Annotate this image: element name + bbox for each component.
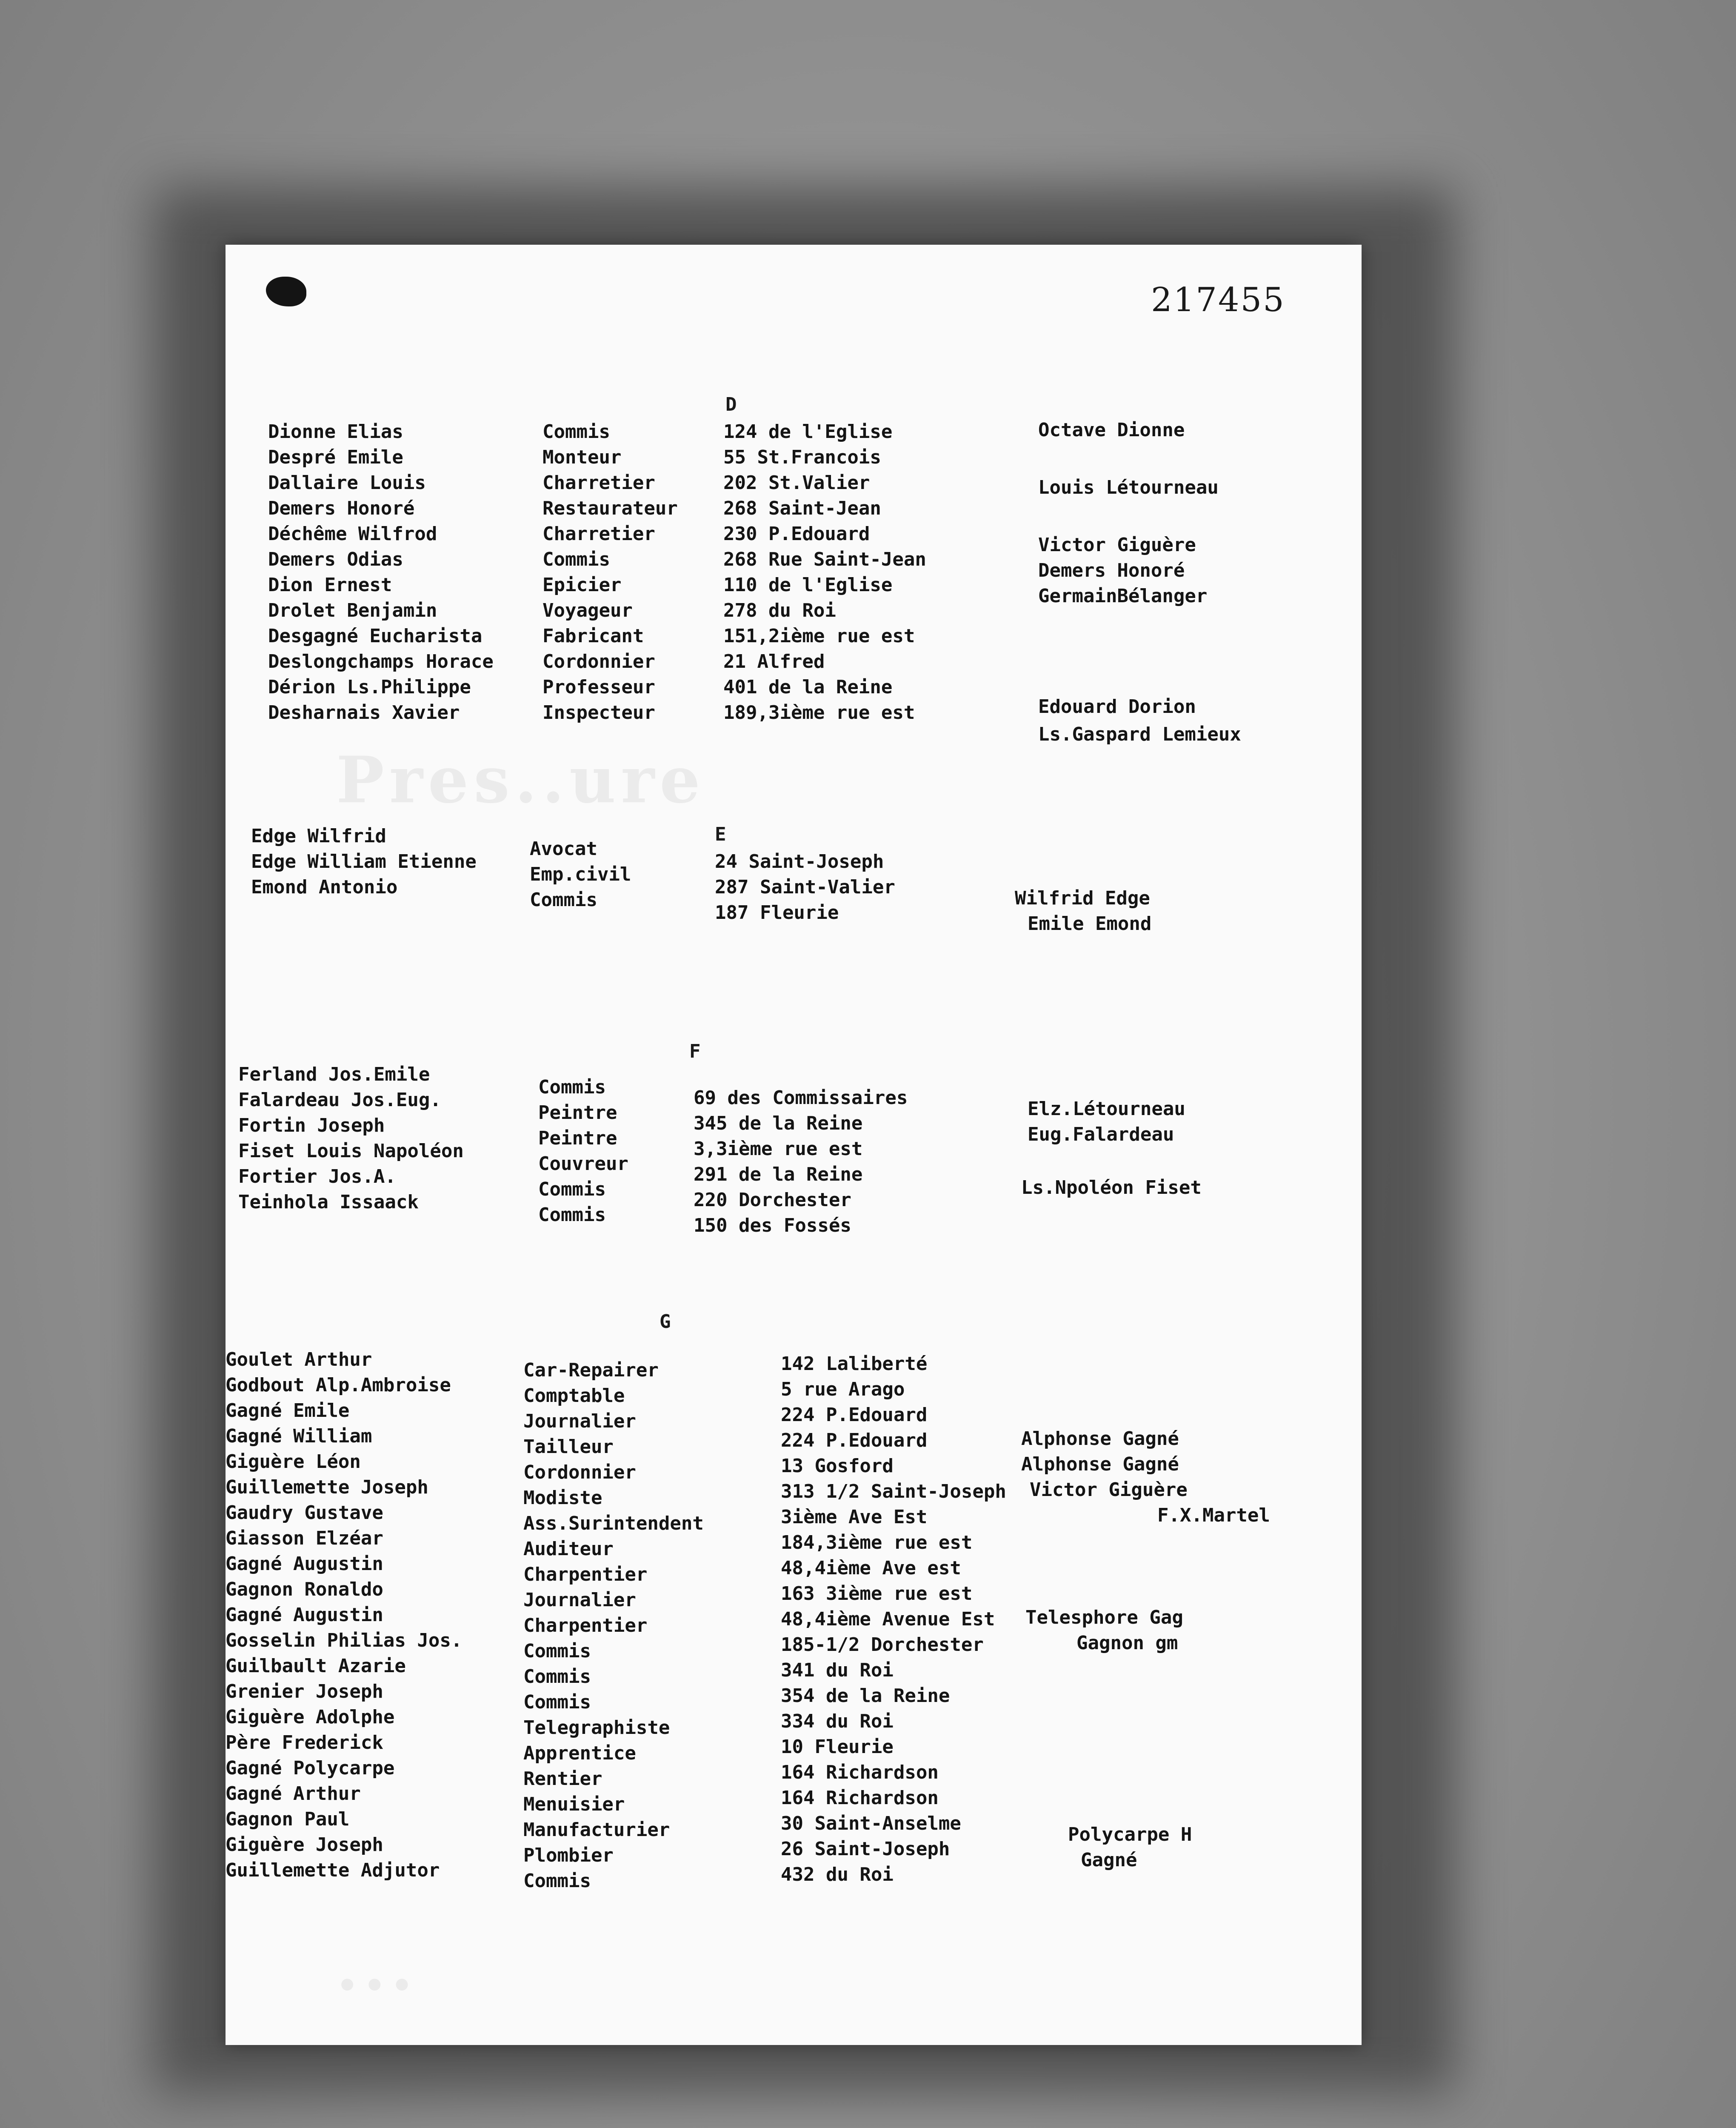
entry-address: 164 Richardson [781,1762,939,1783]
entry-occupation: Emp.civil [530,864,631,885]
entry-address: 142 Laliberté [781,1353,928,1375]
entry-occupation: Commis [523,1666,591,1688]
entry-occupation: Monteur [542,446,622,468]
entry-name: Goulet Arthur [226,1349,372,1370]
entry-address: 345 de la Reine [694,1113,863,1134]
entry-address: 163 3ième rue est [781,1583,973,1605]
entry-name: Fiset Louis Napoléon [238,1140,464,1162]
entry-reference: Edouard Dorion [1038,696,1196,718]
entry-reference: Alphonse Gagné [1021,1453,1179,1475]
entry-occupation: Menuisier [523,1793,625,1815]
entry-name: Falardeau Jos.Eug. [238,1089,441,1111]
section-f-occupations [538,1075,628,1228]
entry-occupation: Car-Repairer [523,1359,659,1381]
entry-reference: Alphonse Gagné [1021,1428,1179,1450]
entry-address: 268 Rue Saint-Jean [723,549,926,570]
entry-address: 291 de la Reine [694,1164,863,1185]
entry-address: 287 Saint-Valier [715,876,895,898]
entry-occupation: Professeur [542,676,655,698]
entry-occupation: Journalier [523,1589,636,1611]
entry-reference: Octave Dionne [1038,419,1185,441]
entry-name: Déchême Wilfrod [268,523,437,545]
punch-hole [266,277,306,306]
entry-address: 10 Fleurie [781,1736,894,1758]
entry-occupation: Couvreur [538,1153,628,1175]
entry-name: Grenier Joseph [226,1681,383,1702]
entry-occupation: Avocat [530,838,597,860]
entry-occupation: Charretier [542,523,655,545]
entry-address: 341 du Roi [781,1659,894,1681]
bleed-through-mark: Pres..ure [336,743,705,818]
entry-name: Teinhola Issaack [238,1191,419,1213]
entry-name: Edge Wilfrid [251,825,386,847]
entry-address: 55 St.Francois [723,446,881,468]
entry-address: 401 de la Reine [723,676,893,698]
section-g-addresses [781,1351,1006,1888]
entry-name: Giasson Elzéar [226,1527,383,1549]
entry-name: Ferland Jos.Emile [238,1064,430,1085]
entry-name: Gagnon Ronaldo [226,1579,383,1600]
entry-address: 184,3ième rue est [781,1532,973,1553]
entry-name: Edge William Etienne [251,851,477,872]
entry-reference: Gagné [1081,1849,1137,1871]
entry-reference: Victor Giguère [1030,1479,1188,1501]
entry-address: 48,4ième Ave est [781,1557,961,1579]
document-sheet [226,245,1362,2045]
entry-occupation: Commis [538,1178,606,1200]
entry-address: 202 St.Valier [723,472,870,494]
section-f-addresses [694,1085,908,1238]
section-e-names [251,824,477,900]
entry-address: 124 de l'Eglise [723,421,893,443]
entry-reference: Victor Giguère [1038,534,1196,556]
entry-address: 164 Richardson [781,1787,939,1809]
entry-name: Gagné Augustin [226,1553,383,1575]
entry-occupation: Charretier [542,472,655,494]
entry-name: Emond Antonio [251,876,398,898]
section-letter-d: D [725,394,737,415]
entry-reference: Ls.Npoléon Fiset [1021,1177,1202,1198]
entry-name: Gosselin Philias Jos. [226,1630,463,1651]
entry-name: Père Frederick [226,1732,383,1753]
entry-address: 5 rue Arago [781,1379,905,1400]
entry-occupation: Apprentice [523,1742,636,1764]
entry-address: 230 P.Edouard [723,523,870,545]
entry-address: 3,3ième rue est [694,1138,863,1160]
entry-occupation: Voyageur [542,600,633,621]
entry-name: Gagné Emile [226,1400,350,1422]
entry-occupation: Commis [530,889,597,911]
entry-name: Guilbault Azarie [226,1655,406,1677]
entry-name: Gagné William [226,1425,372,1447]
section-f-names [238,1062,464,1215]
entry-occupation: Commis [542,421,610,443]
section-g-names [226,1347,462,1883]
entry-address: 150 des Fossés [694,1215,851,1236]
entry-address: 432 du Roi [781,1864,894,1885]
bleed-through-mark: ... [336,1930,418,2005]
entry-name: Gagné Augustin [226,1604,383,1626]
entry-address: 313 1/2 Saint-Joseph [781,1481,1006,1502]
entry-address: 224 P.Edouard [781,1404,928,1426]
entry-occupation: Inspecteur [542,702,655,724]
entry-occupation: Telegraphiste [523,1717,670,1739]
entry-name: Dérion Ls.Philippe [268,676,471,698]
entry-occupation: Commis [538,1204,606,1226]
entry-address: 151,2ième rue est [723,625,915,647]
entry-name: Giguère Joseph [226,1834,383,1856]
section-e-occupations [530,836,631,913]
entry-occupation: Ass.Surintendent [523,1513,704,1534]
entry-address: 334 du Roi [781,1710,894,1732]
entry-name: Godbout Alp.Ambroise [226,1374,451,1396]
section-d-occupations [542,419,678,726]
entry-address: 224 P.Edouard [781,1430,928,1451]
entry-name: Demers Honoré [268,498,415,519]
section-e-addresses [715,849,895,926]
entry-reference: GermainBélanger [1038,585,1208,607]
entry-name: Desharnais Xavier [268,702,460,724]
entry-occupation: Commis [523,1691,591,1713]
entry-name: Dionne Elias [268,421,403,443]
entry-reference: Emile Emond [1028,913,1152,935]
entry-occupation: Cordonnier [542,651,655,672]
entry-address: 220 Dorchester [694,1189,851,1211]
entry-name: Deslongchamps Horace [268,651,494,672]
entry-name: Desgagné Eucharista [268,625,483,647]
entry-occupation: Plombier [523,1845,614,1866]
entry-name: Guillemette Adjutor [226,1859,440,1881]
entry-occupation: Epicier [542,574,622,596]
entry-address: 189,3ième rue est [723,702,915,724]
entry-occupation: Commis [523,1870,591,1892]
entry-reference: Ls.Gaspard Lemieux [1038,724,1241,745]
entry-occupation: Journalier [523,1410,636,1432]
entry-name: Guillemette Joseph [226,1476,428,1498]
entry-occupation: Auditeur [523,1538,614,1560]
entry-reference: Wilfrid Edge [1015,887,1150,909]
entry-name: Gagnon Paul [226,1808,350,1830]
entry-reference: Telesphore Gag [1025,1607,1183,1628]
section-d-addresses [723,419,926,726]
entry-name: Fortier Jos.A. [238,1166,396,1187]
section-d-names [268,419,494,726]
entry-name: Gagné Arthur [226,1783,361,1805]
entry-occupation: Comptable [523,1385,625,1407]
entry-name: Giguère Léon [226,1451,361,1473]
entry-occupation: Restaurateur [542,498,678,519]
entry-address: 48,4ième Avenue Est [781,1608,995,1630]
entry-reference: Elz.Létourneau [1028,1098,1185,1120]
entry-address: 110 de l'Eglise [723,574,893,596]
entry-address: 21 Alfred [723,651,825,672]
entry-name: Dion Ernest [268,574,392,596]
entry-reference: Eug.Falardeau [1028,1124,1174,1145]
entry-reference: Gagnon gm [1076,1632,1178,1654]
section-g-occupations [523,1358,704,1894]
entry-occupation: Modiste [523,1487,602,1509]
entry-name: Drolet Benjamin [268,600,437,621]
section-letter-f: F [689,1041,701,1062]
entry-address: 187 Fleurie [715,902,839,924]
entry-occupation: Peintre [538,1127,617,1149]
entry-reference: F.X.Martel [1157,1504,1270,1526]
entry-occupation: Commis [542,549,610,570]
entry-occupation: Commis [523,1640,591,1662]
entry-name: Demers Odias [268,549,403,570]
entry-occupation: Charpentier [523,1564,648,1585]
entry-address: 278 du Roi [723,600,836,621]
entry-address: 30 Saint-Anselme [781,1813,961,1834]
entry-occupation: Manufacturier [523,1819,670,1841]
entry-address: 24 Saint-Joseph [715,851,884,872]
entry-occupation: Cordonnier [523,1462,636,1483]
entry-address: 3ième Ave Est [781,1506,928,1528]
entry-name: Dallaire Louis [268,472,426,494]
entry-address: 26 Saint-Joseph [781,1838,950,1860]
entry-name: Gagné Polycarpe [226,1757,395,1779]
entry-reference: Louis Létourneau [1038,477,1219,498]
entry-name: Giguère Adolphe [226,1706,395,1728]
entry-occupation: Tailleur [523,1436,614,1458]
entry-name: Fortin Joseph [238,1115,385,1136]
section-letter-e: E [715,824,726,845]
section-letter-g: G [660,1311,671,1333]
entry-name: Despré Emile [268,446,403,468]
entry-address: 354 de la Reine [781,1685,950,1707]
entry-occupation: Charpentier [523,1615,648,1636]
entry-address: 185-1/2 Dorchester [781,1634,984,1656]
entry-occupation: Rentier [523,1768,602,1790]
entry-reference: Demers Honoré [1038,560,1185,581]
entry-occupation: Fabricant [542,625,644,647]
entry-address: 69 des Commissaires [694,1087,908,1109]
entry-reference: Polycarpe H [1068,1824,1192,1845]
entry-occupation: Commis [538,1076,606,1098]
entry-occupation: Peintre [538,1102,617,1124]
entry-name: Gaudry Gustave [226,1502,383,1524]
entry-address: 13 Gosford [781,1455,894,1477]
entry-address: 268 Saint-Jean [723,498,881,519]
document-number: 217455 [1151,281,1285,319]
